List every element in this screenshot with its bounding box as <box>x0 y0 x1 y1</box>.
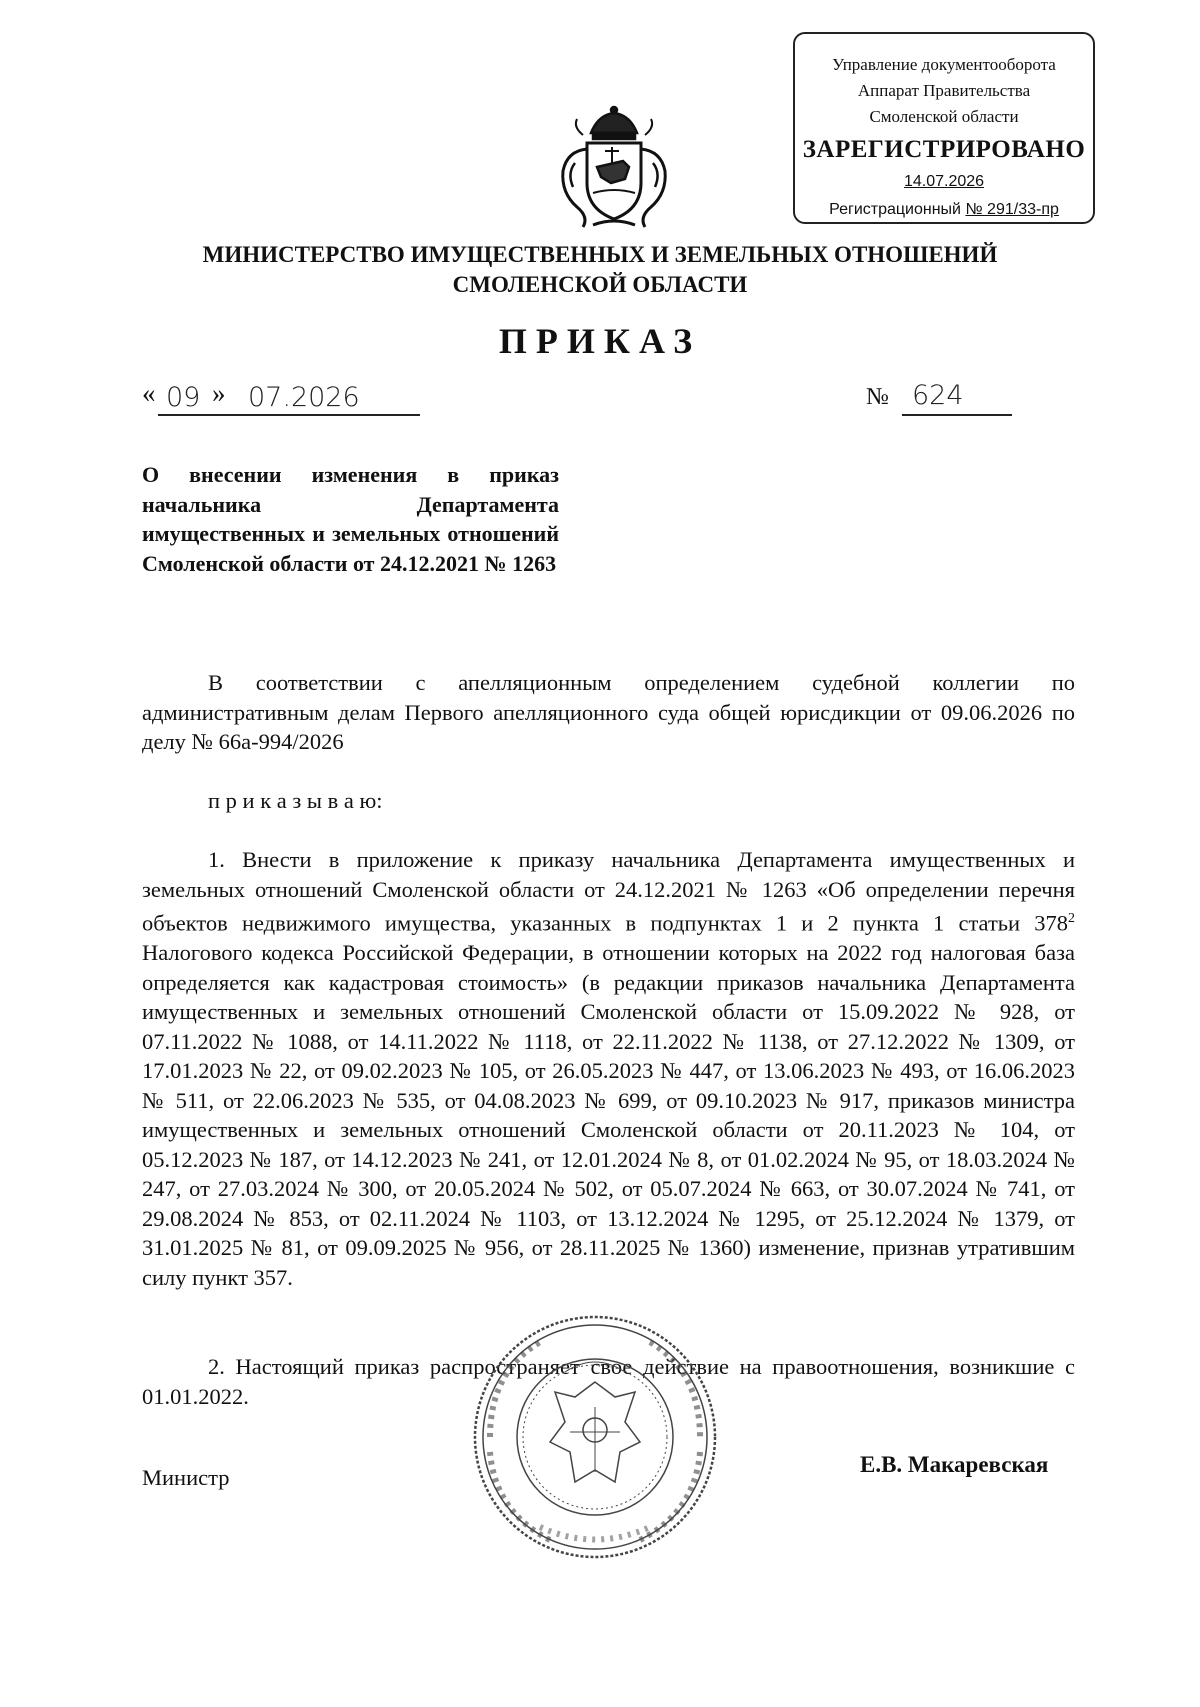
date-underline <box>158 414 420 416</box>
official-round-seal-icon <box>470 1312 720 1562</box>
stamp-reg-number: № 291/33-пр <box>965 201 1059 218</box>
order-number: 624 <box>912 380 964 411</box>
order-word: п р и к а з ы в а ю: <box>208 788 383 813</box>
order-date-close-quote: » <box>212 378 226 408</box>
registration-stamp <box>793 32 1095 224</box>
stamp-registration <box>795 197 1093 223</box>
ministry-name-line1: МИНИСТЕРСТВО ИМУЩЕСТВЕННЫХ И ЗЕМЕЛЬНЫХ ОТНОШЕНИЙ <box>202 242 998 267</box>
order-number-label: № <box>866 384 889 410</box>
stamp-region: Смоленской области <box>869 107 1019 126</box>
stamp-status: ЗАРЕГИСТРИРОВАНО <box>802 136 1086 163</box>
stamp-date: 14.07.2026 <box>903 173 985 190</box>
order-day: 09 <box>166 382 201 413</box>
smolensk-coat-of-arms-icon <box>553 105 675 233</box>
order-item-1: 1. Внести в приложение к приказу начальника Департамента имущественных и земельных отношений Смоленской области от 24.12.2021 № 1263 «Об определении перечня объектов недвижимого имущества, указанных в подпунктах 1 и 2 пункта 1 статьи $378^2$ Налогового кодекса Российской Федерации, в отношении которых на 2022 год налоговая база определяется как кадастровая стоимость» (в редакции приказов начальника Департамента имущественных и земельных отношений Смоленской области от 15.09.2022 № 928, от 07.11.2022 № 1088, от 14.11.2022 № 1118, от 22.11.2022 № 1138, от 27.12.2022 № 1309, от 17.01.2023 № 22, от 09.02.2023 № 105, от 26.05.2023 № 447, от 13.06.2023 № 493, от 16.06.2023 № 511, от 22.06.2023 № 535, от 04.08.2023 № 699, от 09.10.2023 № 917, приказов министра имущественных и земельных отношений Смоленской области от 20.11.2023 № 104, от 05.12.2023 № 187, от 14.12.2023 № 241, от 12.01.2024 № 8, от 01.02.2024 № 95, от 18.03.2024 № 247, от 27.03.2024 № 300, от 20.05.2024 № 502, от 05.07.2024 № 663, от 30.07.2024 № 741, от 29.08.2024 № 853, от 02.11.2024 № 1103, от 13.12.2024 № 1295, от 25.12.2024 № 1379, от 31.01.2025 № 81, от 09.09.2025 № 956, от 28.11.2025 № 1360) изменение, признав утратившим силу пункт 357. <box>142 847 1075 1290</box>
preamble-paragraph: В соответствии с апелляционным определением судебной коллегии по административным делам Первого апелляционного суда общей юрисдикции от 09.06.2026 по делу № 66а-994/2026 <box>142 670 1075 754</box>
order-date: « <box>142 378 156 408</box>
number-underline <box>902 414 1012 416</box>
ministry-name-line2: СМОЛЕНСКОЙ ОБЛАСТИ <box>452 272 748 297</box>
order-month-year: 07.2026 <box>248 382 360 413</box>
stamp-department: Управление документооборота <box>832 55 1056 74</box>
stamp-apparatus: Аппарат Правительства <box>857 81 1031 100</box>
order-subject: О внесении изменения в приказ начальника Департамента имущественных и земельных отношений Смоленской области от 24.12.2021 № 1263 <box>142 462 559 576</box>
signatory-name: Е.В. Макаревская <box>860 1452 1049 1477</box>
stamp-reg-label: Регистрационный <box>829 201 966 218</box>
signatory-position: Министр <box>142 1465 230 1490</box>
document-type-title: ПРИКАЗ <box>498 321 702 361</box>
order-item-2: 2. Настоящий приказ распространяет свое действие на правоотношения, возникшие с 01.01.2022. <box>142 1354 1075 1409</box>
